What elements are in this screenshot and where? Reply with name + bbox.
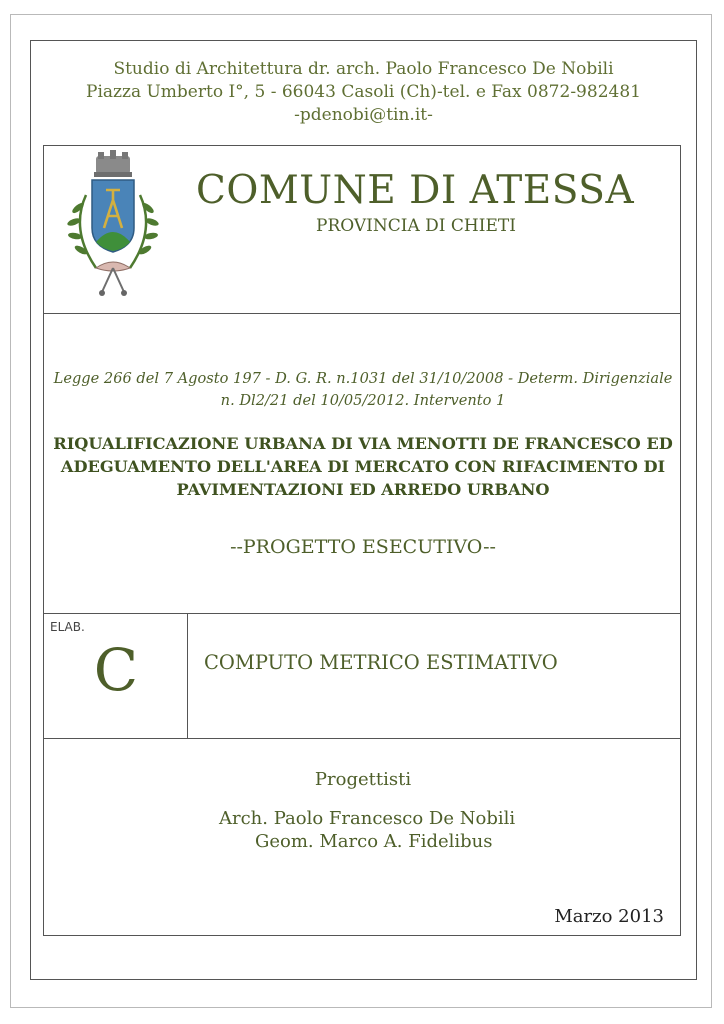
document-date: Marzo 2013 [554, 906, 664, 927]
progettisti-label: Progettisti [314, 769, 412, 790]
progettista-name: Arch. Paolo Francesco De Nobili [219, 808, 516, 829]
column-divider [187, 613, 188, 738]
studio-address: Piazza Umberto I°, 5 - 66043 Casoli (Ch)-tel. e Fax 0872-982481 [86, 82, 641, 102]
project-title-line: PAVIMENTAZIONI ED ARREDO URBANO [176, 480, 550, 499]
progettista-name: Geom. Marco A. Fidelibus [255, 831, 493, 852]
title-block [43, 145, 681, 936]
studio-header [30, 58, 697, 127]
legal-reference-line: Legge 266 del 7 Agosto 197 - D. G. R. n.1031 del 31/10/2008 - Determ. Dirigenziale [53, 370, 673, 387]
comune-title: COMUNE DI ATESSA [196, 168, 635, 213]
project-title-line: ADEGUAMENTO DELL'AREA DI MERCATO CON RIFACIMENTO DI [60, 457, 666, 476]
studio-email: -pdenobi@tin.it- [294, 105, 433, 125]
project-phase: --PROGETTO ESECUTIVO-- [230, 536, 496, 558]
legal-reference [44, 368, 682, 412]
elab-label: ELAB. [50, 620, 85, 634]
row-divider [44, 313, 680, 314]
provincia-label: PROVINCIA DI CHIETI [316, 216, 516, 236]
row-divider [44, 738, 680, 739]
row-divider [44, 613, 680, 614]
elab-title: COMPUTO METRICO ESTIMATIVO [204, 651, 558, 674]
project-title [44, 432, 682, 501]
coat-of-arms-icon [56, 150, 168, 300]
legal-reference-line: n. Dl2/21 del 10/05/2012. Intervento 1 [220, 392, 506, 409]
project-title-line: RIQUALIFICAZIONE URBANA DI VIA MENOTTI DE FRANCESCO ED [53, 434, 673, 453]
studio-name: Studio di Architettura dr. arch. Paolo Francesco De Nobili [113, 59, 614, 79]
elab-code: C [93, 636, 139, 704]
